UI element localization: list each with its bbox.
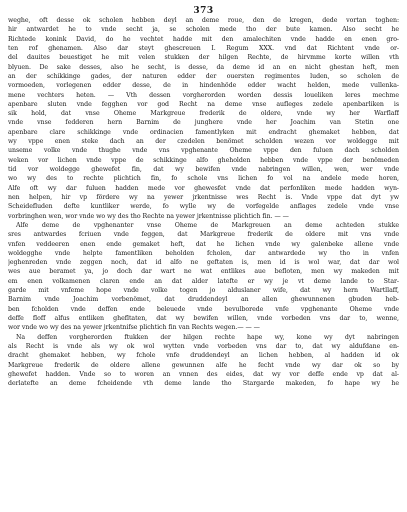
text-line: mene vechters heten. — Vth dessen vorgherorden worden dessis loueliken leres mechme	[8, 91, 399, 99]
text-line: derlatefte an deme fcheidende vth deme lande tho Stargarde makeden, fo hape wy he	[8, 380, 399, 388]
text-line: Alfe oft wy dar fuluen hadden mede vor ghewesfet vnde dat perfonliken mede hadden wyn-	[8, 184, 399, 192]
text-line: em enen volkamenen claren ende an dat alder latefte er wy je vt deme lande to Star-	[8, 277, 399, 285]
paragraph-3	[8, 333, 399, 389]
text-line: Alfe deme de vpghenanter vnse Oheme de Markgreuen an deme achteden stukke	[16, 221, 399, 229]
text-line: vormoeden, vorlegenen edder desse, de in hindenhöde edder wacht helden, mede vullenka-	[8, 82, 399, 90]
text-line: nen helpen, hir vp fördere wy na yewer jrkentnisse wes Recht is. Vnde vppe dat dyt yw	[8, 193, 399, 201]
text-line: Na deffen vorgherorden ftukken der hilgen rechte hape wy, kone wy dyt nabringen	[16, 333, 399, 341]
text-line: del dauites beuestiget he mit velen stukken der hilgen Rechte, de hirvmme korte willen vth	[8, 54, 399, 62]
text-line: vnfen veddeeren enen ende gemaket heft, dat he lichen vnde wy galenbeke allene vnde	[8, 240, 399, 248]
text-body	[8, 16, 399, 389]
text-line: jeghenreden vnde zeggen noch, dat id alfo ne geftaten is, men id is wol war, dat dar wol	[8, 259, 399, 267]
text-line: ghewefet hadden. Vnde so to woren an vnnen des eides, dat wy vor deffe ende vp dat al-	[8, 370, 399, 378]
text-line: vnde vnse fedderen hern Barnim de junghere vnde her Joachim van Stetin one	[8, 119, 399, 127]
text-line: als Recht is vnde als wy ok wol wytten vnde vorbeden vns dar to, dat wy aldufdane en-	[8, 342, 399, 350]
text-line: tid vor woldegge ghewefet fin, dat wy bewifen vnde nabringen willen, wen, wer vnde	[8, 166, 399, 173]
text-line: dracht ghemaket hebben, wy fchole vnfe druddendeyl an lichen hebben, al hadden id ok	[8, 352, 399, 360]
text-line: weghe, oft desse ok scholen hebben deyl an deme roue, den de kregen, dede vortan toghen:	[8, 17, 399, 24]
text-line: ten rof ghenamen. Also dar steyt ghescreuen I. Regum XXX. vnd dat Richtent vnde or-	[8, 44, 399, 52]
text-line: sik hold, dat vnse Oheme Markgreue frederik de oldere, vnde wy her Warflaff	[8, 110, 399, 118]
text-line: weken vor lichen vnde vppe de schikkinge alfo gheholden hebben vnde vppe der benömeden	[8, 156, 399, 164]
text-line: ben fcholden vnde deffen ende beleuede vnde bevulborede vnfe vpghenante Oheme vnde	[8, 305, 399, 313]
text-line: wes aue beramet ya, jo doch dar wart ne wat entlikes aue befloten, men wy makeden mit	[8, 268, 399, 276]
text-line: apenbare sluten vnde fegghen vor god Recht na deme vnse aufleges zedele apenbarliken is	[8, 100, 399, 108]
text-line: blyuen. De sake desses, also he secht, is desse, da deme id an en nicht ghestan heft, men	[8, 63, 399, 71]
text-line: wor vnde wo wy des na yewer jrkentnifse plichtich fin van Rechts wegen.— — —	[8, 324, 260, 332]
text-line: an der schikkinge gades, der naturen edder der ouersten regimentes luden, so scholen de	[8, 72, 399, 80]
text-line: Barnim vnde Joachim vorbenömet, dat druddendeyl an allen ghewunnenen gbuden heb-	[8, 296, 399, 304]
text-line: Scheidefluden defte kuntliker werde, fo wylle wy de vorfegelde anflages zedele vnde vnse	[8, 203, 399, 211]
text-line: wo wy des to rechte plichtich fin, fo schole vns lichen fo vol na andele mede horen,	[8, 175, 399, 183]
paragraph-1	[8, 16, 399, 221]
text-line: garde mit vnfeme hope vnde volke togen jo alduslaner wife, dat wy hern Wartllaff,	[8, 287, 399, 295]
text-line: unseme volke vnde thughe vnde vns vpghenante Oheme vppe den fuluen dach scholden	[8, 147, 399, 155]
paragraph-2	[8, 221, 399, 333]
text-line: hir antwardet he to vnde secht ja, se scholen mede tho der bute kamen. Also secht he	[8, 26, 399, 34]
text-line: Richtede konink David, do he vechtet hadde mit den amalechiten vnde hadde en enen gro-	[8, 35, 399, 43]
text-line: vorbringhen wen, wor vnde wo wy des tho Rechte na yewer jrkentnisse plichtich fin. — —	[8, 212, 289, 220]
text-line: Markgreue frederik de oldere allene gewunnen alfe he fecht vnde wy dar ok so by	[8, 361, 399, 369]
text-line: deffe floff alfus entliken ghefltaten, dat wy bewifen willen, vnde vorbeden vns dar to, wenne,	[8, 315, 399, 322]
text-line: apenbare clare schikkinge vnde ordinacien famentlyken mit endracht ghemaket hebben, dat	[8, 128, 399, 136]
text-line: woldegghe vnde helpte famentliken beholden fcholen, dar antwardede wy tho in vnfen	[8, 249, 399, 257]
text-line: wy vppe enen steke dach an der czedelen benömet scholden wezen vor woldegge mit	[8, 138, 399, 146]
page-number: 373	[193, 6, 214, 16]
text-line: sres antwardes fcriuen vnde feggen, dat Markgreue frederik de oldere mit vns vnde	[8, 231, 399, 239]
